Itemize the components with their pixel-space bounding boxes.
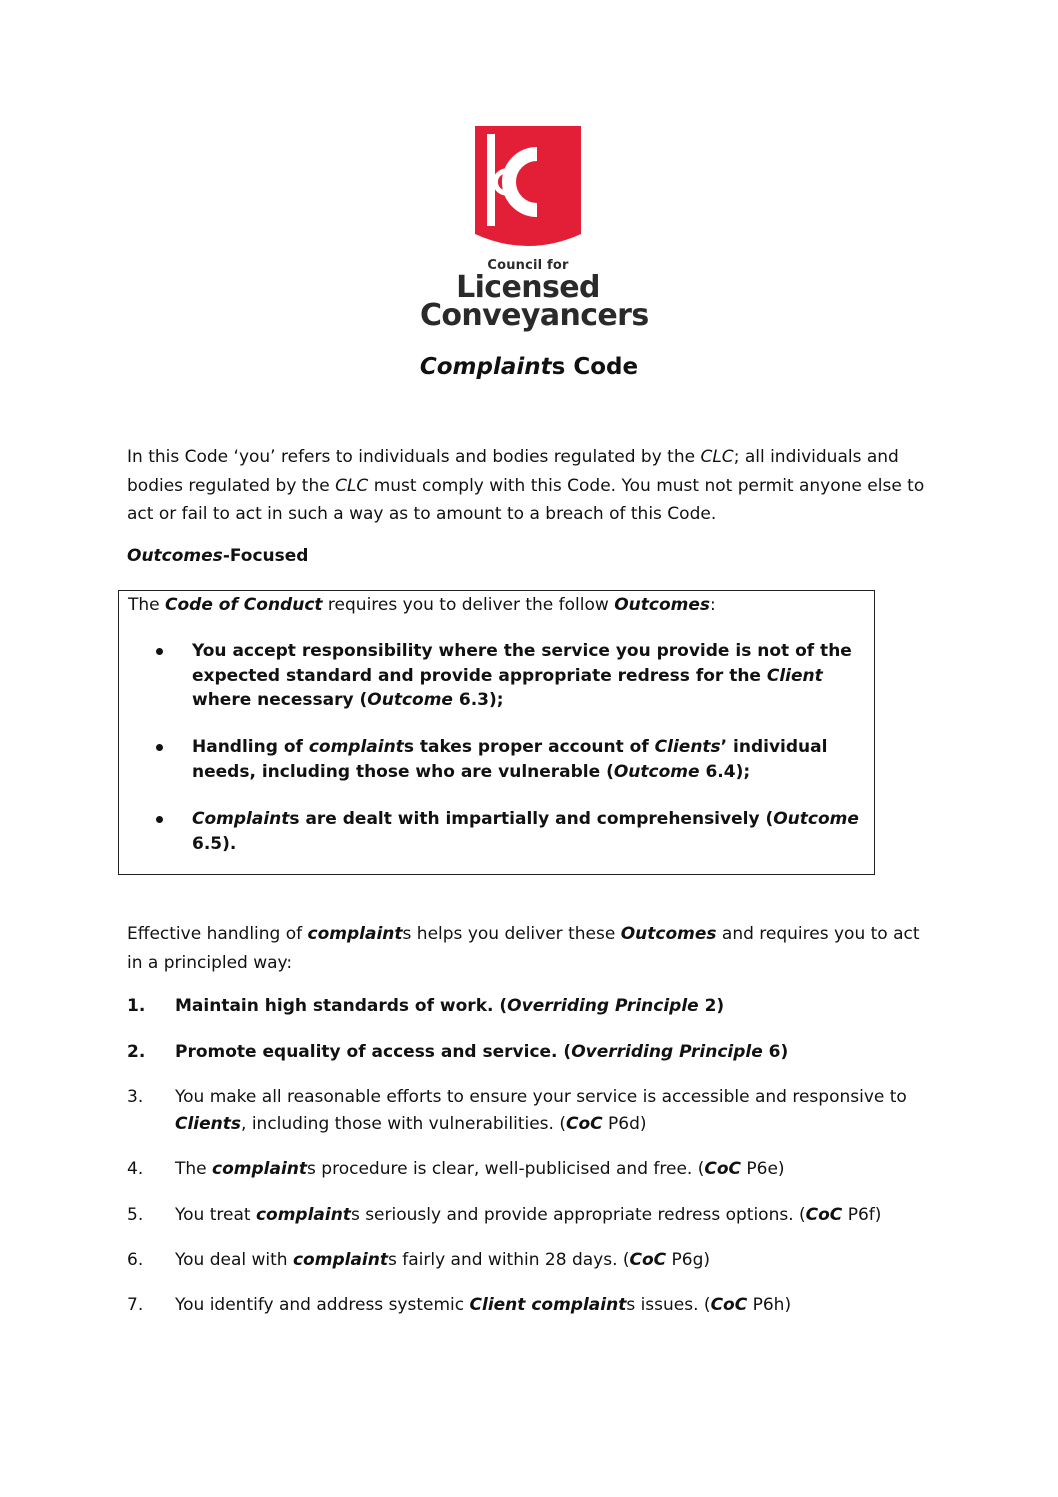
item-text bbox=[175, 1247, 955, 1274]
item-number: 3. bbox=[127, 1087, 144, 1107]
item-number: 2. bbox=[127, 1042, 146, 1062]
effective-c: s helps you deliver these bbox=[402, 924, 621, 944]
item-number: 6. bbox=[127, 1250, 144, 1270]
item-number: 7. bbox=[127, 1295, 144, 1315]
bullet-2-outcome: Outcome bbox=[613, 761, 700, 782]
item-5-complaint: complaint bbox=[255, 1205, 351, 1225]
bullet-3-b: s are dealt with impartially and comprehensively ( bbox=[289, 809, 774, 829]
item-3-e: P6d) bbox=[602, 1114, 647, 1134]
item-5-coc: CoC bbox=[805, 1205, 843, 1225]
item-2-a: Promote equality of access and service. ( bbox=[175, 1042, 572, 1062]
effective-a: Effective handling of bbox=[127, 924, 308, 944]
bullet-dot-icon bbox=[156, 816, 163, 823]
item-text bbox=[175, 1156, 955, 1183]
item-4-e: P6e) bbox=[741, 1159, 785, 1179]
item-3-a: You make all reasonable efforts to ensure your service is accessible and responsive to bbox=[175, 1087, 907, 1107]
item-number: 4. bbox=[127, 1159, 144, 1179]
item-3-clients: Clients bbox=[175, 1114, 242, 1134]
box-intro-outcomes: Outcomes bbox=[614, 595, 711, 615]
bullet-2-a: Handling of bbox=[192, 737, 309, 757]
subhead-rest: -Focused bbox=[222, 546, 309, 566]
page-title bbox=[0, 354, 1058, 380]
bullet-1-client: Client bbox=[766, 665, 823, 686]
intro-text-1: In this Code ‘you’ refers to individuals and bodies regulated by the bbox=[127, 447, 701, 467]
item-3-c: , including those with vulnerabilities. ( bbox=[241, 1114, 566, 1134]
box-intro bbox=[128, 593, 716, 617]
bullet-2-c: s takes proper account of bbox=[403, 737, 655, 757]
item-2-overriding-principle: Overriding Principle bbox=[571, 1042, 763, 1062]
effective-outcomes: Outcomes bbox=[620, 924, 717, 944]
item-7-coc: CoC bbox=[710, 1295, 748, 1315]
item-4-c: s procedure is clear, well-publicised and free. ( bbox=[307, 1159, 705, 1179]
item-5-a: You treat bbox=[175, 1205, 256, 1225]
item-3-coc: CoC bbox=[565, 1114, 603, 1134]
bullet-2-e: ’ individual needs, including those who are vulnerable ( bbox=[192, 737, 828, 782]
item-text bbox=[175, 1202, 955, 1229]
item-6-c: s fairly and within 28 days. ( bbox=[387, 1250, 630, 1270]
bullet-1-c: where necessary ( bbox=[192, 690, 368, 710]
item-6-complaint: complaint bbox=[292, 1250, 388, 1270]
logo-text-council-for: Council for bbox=[487, 258, 569, 273]
subhead-italic: Outcomes bbox=[127, 546, 223, 566]
outcomes-box bbox=[118, 590, 875, 875]
box-intro-a: The bbox=[128, 595, 166, 615]
item-6-e: P6g) bbox=[666, 1250, 711, 1270]
bullet-3-complaint: Complaint bbox=[192, 809, 290, 829]
bullet-text bbox=[192, 735, 872, 784]
outcomes-focused-heading bbox=[127, 546, 308, 566]
box-intro-code-of-conduct: Code of Conduct bbox=[165, 595, 323, 615]
bullet-2-clients: Clients bbox=[654, 737, 721, 757]
item-text bbox=[175, 993, 955, 1020]
bullet-3-d: 6.5). bbox=[192, 833, 237, 854]
item-5-c: s seriously and provide appropriate redress options. ( bbox=[350, 1205, 806, 1225]
logo-text-licensed: Licensed bbox=[456, 270, 600, 305]
item-7-client-complaint: Client complaint bbox=[469, 1295, 627, 1315]
bullet-dot-icon bbox=[156, 648, 163, 655]
bullet-1-e: 6.3); bbox=[452, 690, 504, 710]
bullet-2-complaint: complaint bbox=[308, 737, 404, 757]
item-2-c: 6) bbox=[762, 1042, 789, 1062]
item-7-a: You identify and address systemic bbox=[175, 1295, 470, 1315]
bullet-text bbox=[192, 807, 872, 856]
item-6-coc: CoC bbox=[629, 1250, 667, 1270]
clc-shield-logo-icon bbox=[475, 126, 581, 254]
bullet-1-outcome: Outcome bbox=[367, 690, 453, 710]
effective-handling-paragraph bbox=[127, 920, 927, 977]
item-4-coc: CoC bbox=[704, 1159, 741, 1179]
item-4-a: The bbox=[175, 1159, 213, 1179]
item-7-e: P6h) bbox=[747, 1295, 792, 1315]
box-intro-c: requires you to deliver the follow bbox=[322, 595, 615, 615]
item-number: 1. bbox=[127, 996, 146, 1016]
effective-complaint: complaint bbox=[307, 924, 403, 944]
item-4-complaint: complaint bbox=[212, 1159, 308, 1179]
item-6-a: You deal with bbox=[175, 1250, 293, 1270]
bullet-3-outcome: Outcome bbox=[773, 809, 859, 829]
clc-logo bbox=[420, 126, 649, 333]
intro-paragraph bbox=[127, 443, 927, 529]
intro-text-2: ; all individuals and bodies regulated by the bbox=[127, 447, 899, 496]
item-text bbox=[175, 1292, 955, 1319]
item-1-overriding-principle: Overriding Principle bbox=[507, 996, 699, 1016]
box-intro-e: : bbox=[710, 595, 716, 615]
bullet-1-a: You accept responsibility where the service you provide is not of the expected standard and provide appropriate redress for the bbox=[192, 641, 852, 686]
bullet-2-g: 6.4); bbox=[699, 761, 751, 782]
item-5-e: P6f) bbox=[842, 1205, 882, 1225]
bullet-text bbox=[192, 639, 872, 713]
title-rest: s Code bbox=[551, 354, 639, 380]
logo-text-conveyancers: Conveyancers bbox=[420, 298, 649, 333]
item-1-c: 2) bbox=[698, 996, 725, 1016]
bullet-dot-icon bbox=[156, 744, 163, 751]
intro-clc-2: CLC bbox=[335, 475, 369, 496]
item-text bbox=[175, 1084, 955, 1138]
title-italic: Complaint bbox=[419, 354, 552, 380]
item-number: 5. bbox=[127, 1205, 144, 1225]
effective-e: and requires you to act in a principled way: bbox=[127, 924, 920, 973]
item-1-a: Maintain high standards of work. ( bbox=[175, 996, 508, 1016]
intro-clc-1: CLC bbox=[700, 447, 734, 467]
item-7-c: s issues. ( bbox=[626, 1295, 711, 1315]
item-text bbox=[175, 1039, 955, 1066]
intro-text-3: must comply with this Code. You must not permit anyone else to act or fail to act in such a way as to amount to a breach of this Code. bbox=[127, 475, 925, 524]
